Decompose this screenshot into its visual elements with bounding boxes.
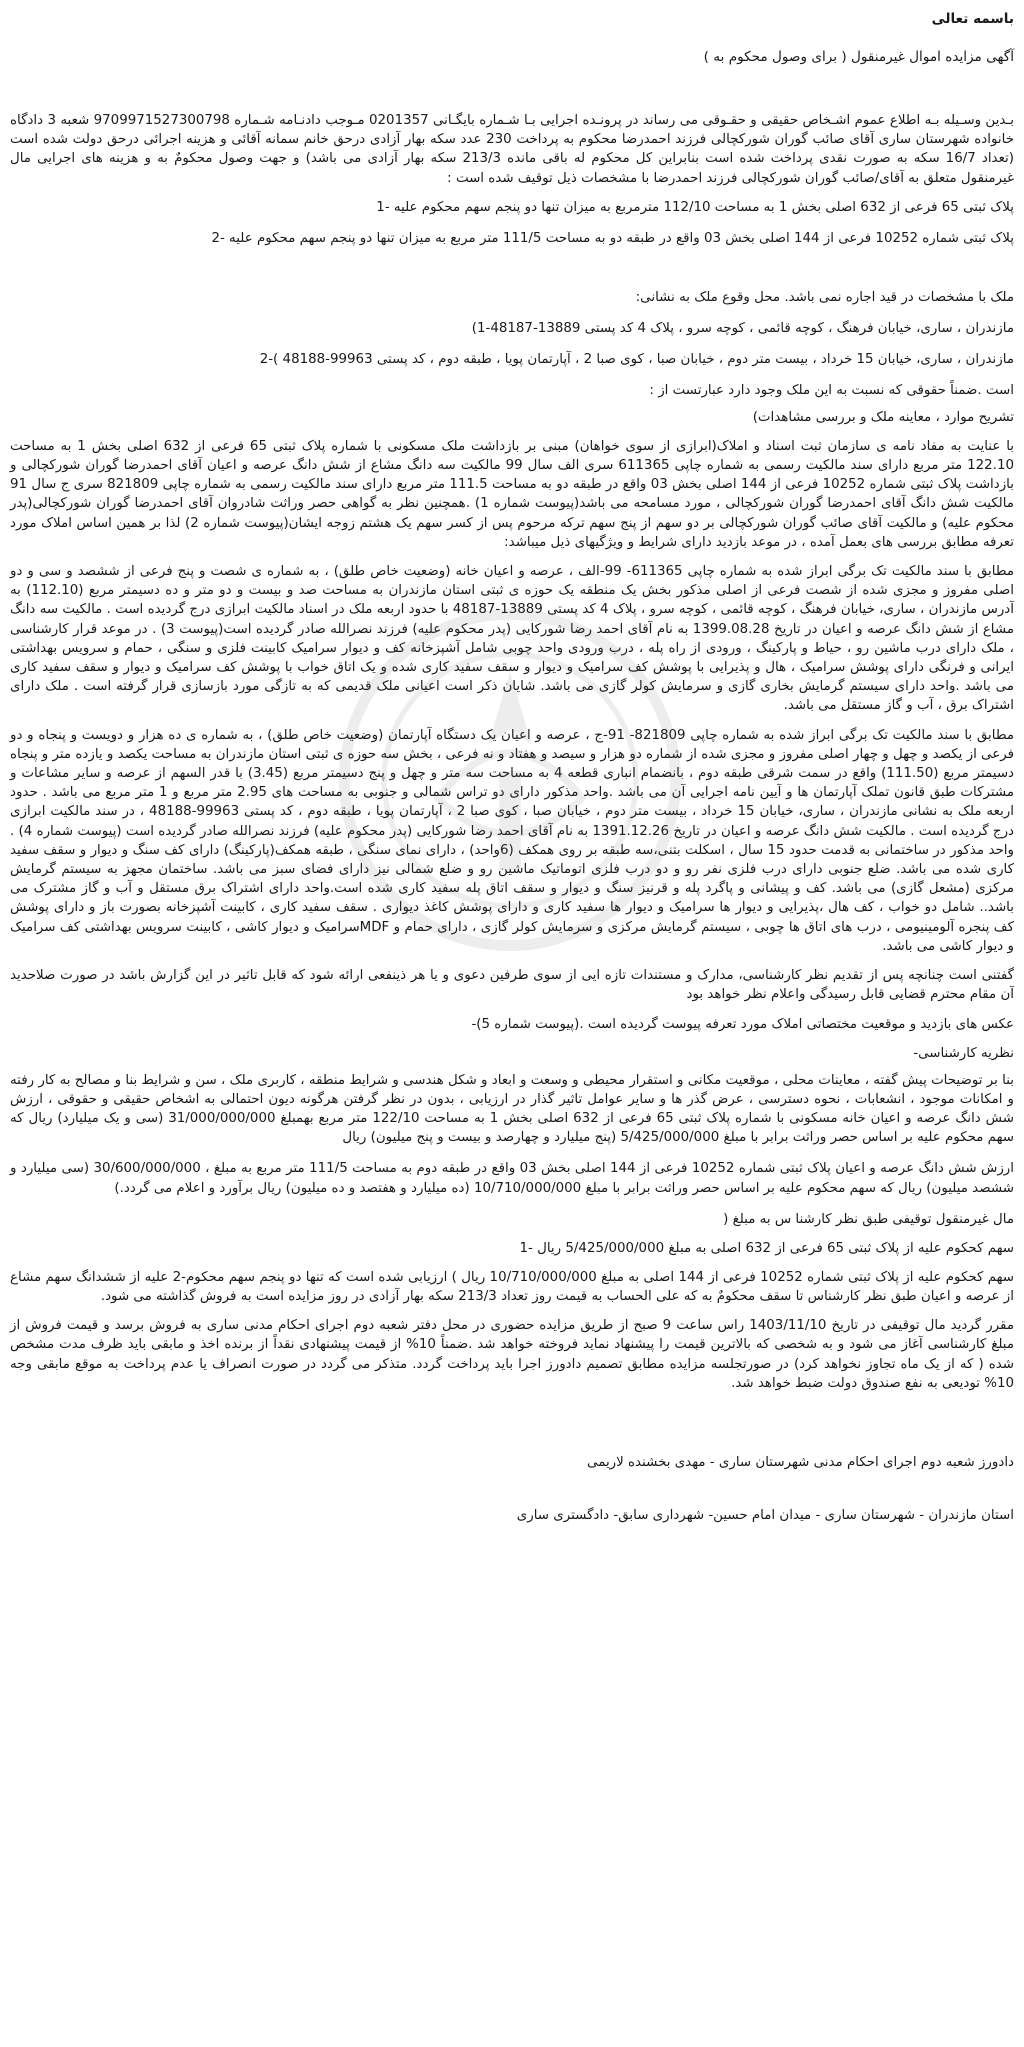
address-2: مازندران ، ساری، خیابان 15 خرداد ، بیست متر دوم ، خیابان صبا ، کوی صبا 2 ، آپارتمان پویا ، طبقه دوم ، کد پستی 99963-48188 )-2	[259, 351, 1014, 367]
seized-value-heading: مال غیرمنقول توقیفی طبق نظر کارشنا س به مبلغ (	[723, 1211, 1014, 1227]
rights-line: است .ضمناً حقوقی که نسبت به این ملک وجود دارد عبارتست از :	[649, 382, 1014, 398]
property-2-description: مطابق با سند مالکیت تک برگی ابراز شده به شماره چاپی 821809- 91-ج ، عرصه و اعیان یک دستگاه آپارتمان (وضعیت خاص طلق) ، به شماره ی ده هزار و دویست و پنجاه و دو فرعی از یکصد و چهل و چهار اصلی مفروز و مجزی شده از شماره دو هزار و سیصد و هفتاد و نه فرعی ، بخش سه حوزه ی ثبتی استان مازندران به مساحت یکصد و یازده متر و پنجاه دسیمتر مربع (111.50) واقع در سمت شرقی طبقه دوم ، بانضمام انباری قطعه 4 به مساحت سه متر و چهل و پنج دسیمتر مربع (3.45) با قدر السهم از عرصه و سایر مشاعات و مشترکات طبق قانون تملک آپارتمان ها و آیین نامه اجرایی آن می باشد .واحد مذکور دارای دو تراس شمالی و جنوبی به مساحت های 2.95 متر مربع و 1 متر مربع می باشد . حدود اربعه ملک به نشانی مازندران ، ساری، خیابان 15 خرداد ، بیست متر دوم ، خیابان صبا ، کوی صبا 2 ، آپارتمان پویا ، طبقه دوم ، کد پستی 99963-48188 ، در سند مالکیت ابرازی درج گردیده است . مالکیت شش دانگ عرصه و اعیان در تاریخ 1391.12.26 به نام آقای احمد رضا شورکایی (پدر محکوم علیه) فرزند نصرالله صادر گردیده است (پیوست شماره 4) . واحد مذکور در ساختمانی به قدمت حدود 15 سال ، اسکلت بتنی،سه طبقه بر روی همکف (6واحد) ، دارای نمای سنگی ، طبقه همکف(پارکینگ) دارای کف سنگ و دیوار و سقف سفید کاری شده می باشد. ضلع جنوبی دارای درب فلزی نفر رو و دو درب فلزی اتوماتیک ماشین رو و ضلع شمالی نیز دارای فضای سبز می باشد. ساختمان مجهز به سیستم گرمایش مرکزی (مشعل گازی) می باشد. کف و پیشانی و پاگرد پله و قرنیز سنگ و دیوار و سقف اتاق پله سفید کاری شده است.واحد دارای اشتراک برق مستقل و آب و گاز مشترک می باشد.. شامل دو خواب ، کف هال ،پذیرایی و دیوار ها سرامیک و دیوار ها سفید کاری و دارای پوشش کاغذ دیواری . سقف سفید کاری ، کابینت آشپزخانه بصورت باز و دارای پوشش کف پنجره آلومینیومی ، درب های اتاق ها چوبی ، سیستم گرمایش مرکزی و سرمایش کولر گازی ، دارای حمام و MDFسرامیک و دیوار کاشی ، کابینت سرویس بهداشتی کف سرامیک و دیوار کاشی می باشد.	[10, 727, 1015, 954]
seized-value-1: سهم کحکوم علیه از پلاک ثبتی 65 فرعی از 632 اصلی به مبلغ 5/425/000/000 ریال -1	[519, 1240, 1014, 1256]
inspection-heading: تشریح موارد ، معاینه ملک و بررسی مشاهدات)	[752, 409, 1014, 425]
notice-title: آگهی مزایده اموال غیرمنقول ( برای وصول محکوم به )	[703, 49, 1014, 65]
report-note-paragraph: گفتنی است چنانچه پس از تقدیم نظر کارشناسی، مدارک و مستندات تازه ایی از سوی طرفین دعوی و یا هر ذینفعی ارائه شود که قابل تاثیر در این گزارش باشد در صورت صلاحدید آن مقام محترم قضایی قابل رسیدگی واعلام نظر خواهد بود	[10, 968, 1014, 1003]
photos-attachment-line: عکس های بازدید و موقعیت مختصاتی املاک مورد تعرفه پیوست گردیده است .(پیوست شماره 5)-	[471, 1016, 1014, 1032]
basmala: باسمه تعالی	[931, 11, 1014, 27]
signature-line: دادورز شعبه دوم اجرای احکام مدنی شهرستان ساری - مهدی بخشنده لاریمی	[587, 1454, 1014, 1470]
footer-address: استان مازندران - شهرستان ساری - میدان امام حسین- شهرداری سابق- دادگستری ساری	[516, 1507, 1014, 1523]
seized-value-2-paragraph: سهم کحکوم علیه از پلاک ثبتی شماره 10252 فرعی از 144 اصلی به مبلغ 10/710/000/000 ریال ) ارزیابی شده است که تنها دو پنجم سهم محکوم-2 علیه از ششدانگ سهم مشاع از عرصه و اعیان طبق نظر کارشناس تا سقف محکومٌ به که علی الحساب به قیمت روز تعداد 213/3 سکه بهار آزادی در روز مزایده است به فروش گذاشته می شود.	[10, 1269, 1015, 1304]
property-2-valuation: ارزش شش دانگ عرصه و اعیان پلاک ثبتی شماره 10252 فرعی از 144 اصلی بخش 03 واقع در طبقه دوم به مساحت 111/5 متر مربع به مبلغ ، 30/600/000/000 (سی میلیارد و ششصد میلیون) ریال که سهم محکوم علیه بر اساس حصر وراثت برابر با مبلغ 10/710/000/000 (ده میلیارد و هفتصد و ده میلیون) ریال برآورد و اعلام می گردد.)	[10, 1161, 1014, 1196]
lease-status-line: ملک با مشخصات در قید اجاره نمی باشد. محل وقوع ملک به نشانی:	[635, 289, 1014, 305]
auction-terms-paragraph: مقرر گردید مال توقیفی در تاریخ 1403/11/10 راس ساعت 9 صبح از طریق مزایده حضوری در محل دفتر شعبه دوم اجرای احکام مدنی ساری به فروش برسد و قیمت فروش از مبلغ کارشناسی آغاز می شود و به شخصی که بالاترین قیمت را پیشنهاد نماید فروخته خواهد شد .ضمناً 10% از قیمت پیشنهادی نقداً از برنده اخذ و مابقی باید ظرف مدت مشخص شده ( که از یک ماه تجاوز نخواهد کرد) در صورتجلسه مزایده مطابق تصمیم دادورز اجرا باید پرداخت گردد. متذکر می گردد در صورت انصراف یا عدم پرداخت به موقع مابقی وجه 10% تودیعی به نفع صندوق دولت ضبط خواهد شد.	[10, 1318, 1014, 1391]
address-1: مازندران ، ساری، خیابان فرهنگ ، کوچه قائمی ، کوچه سرو ، پلاک 4 کد پستی 13889-48187-1)	[471, 320, 1014, 336]
background-paragraph: با عنایت به مفاد نامه ی سازمان ثبت اسناد و املاک(ابرازی از سوی خواهان) مبنی بر بازداشت ملک مسکونی با شماره پلاک ثبتی 65 فرعی از 632 اصلی بخش 1 به مساحت 122.10 متر مربع دارای سند مالکیت رسمی به شماره چاپی 611365 سری الف سال 99 مالکیت سه دانگ مشاع از شش دانگ عرصه و اعیان آقای احمدرضا گوران شورکچالی و بازداشت پلاک ثبتی شماره 10252 فرعی از 144 اصلی بخش 03 واقع در طبقه دو به مساحت 111.5 متر مربع دارای سند مالکیت رسمی به شماره چاپی 821809 سری ج سال 91 مالکیت شش دانگ آقای احمدرضا گوران شورکچالی ، مورد مسامحه می باشد(پیوست شماره 1) .همچنین نظر به گواهی حصر وراثت شادروان آقای احمدرضا گوران شورکچالی(پدر محکوم علیه) و مالکیت آقای صائب گوران شورکچالی بر دو سهم از پنج سهم ترکه مرحوم پس از کسر سهم یک هشتم زوجه ایشان(پیوست شماره 2) لذا بر همین اساس املاک مورد تعرفه مطابق بررسی های بعمل آمده ، در موعد بازدید دارای شرایط و ویژگیهای ذیل میباشد:	[10, 438, 1015, 550]
expert-opinion-heading: نظریه کارشناسی-	[913, 1045, 1014, 1061]
seized-item-1: پلاک ثبتی 65 فرعی از 632 اصلی بخش 1 به مساحت 112/10 مترمربع به میزان تنها دو پنجم سهم محکوم علیه -1	[376, 199, 1014, 215]
seized-item-2: پلاک ثبتی شماره 10252 فرعی از 144 اصلی بخش 03 واقع در طبقه دو به مساحت 111/5 متر مربع به میزان تنها دو پنجم سهم محکوم علیه -2	[211, 230, 1014, 246]
property-1-description: مطابق با سند مالکیت تک برگی ابراز شده به شماره چاپی 611365- 99-الف ، عرصه و اعیان خانه (وضعیت خاص طلق) ، به شماره ی شصت و پنج فرعی از ششصد و سی و دو اصلی مفروز و مجزی شده از شصت فرعی از اصلی مذکور بخش یک منطقه یک حوزه ی ثبتی استان مازندران به مساحت صد و بیست و دو متر و ده دسیمتر مربع (112.10) به آدرس مازندران ، ساری، خیابان فرهنگ ، کوچه قائمی ، کوچه سرو ، پلاک 4 کد پستی 13889-48187 با حدود اربعه ملک در اسناد مالکیت ابرازی درج گردیده است . مالکیت سه دانگ مشاع از شش دانگ عرصه و اعیان در تاریخ 1399.08.28 به نام آقای احمد رضا شورکایی (پدر محکوم علیه) فرزند نصرالله صادر گردیده است(پیوست 3) . در موعد قرار کارشناسی ، ملک دارای درب ماشین رو ، حیاط و پارکینگ ، ورودی از راه پله ، درب ورودی واحد چوبی شامل آشپزخانه کف و دیوار سرامیک کابینت فلزی و سنگی ، حمام و سرویس بهداشتی ایرانی و فرنگی دارای پوشش سرامیک ، هال و پذیرایی با پوشش کف سرامیک و دیوار و سقف سفید کاری شده و یک اتاق خواب با پوشش کف سرامیک و دیوار و سقف سفید کاری می باشد .واحد دارای سیستم گرمایش بخاری گازی و سرمایش کولر گازی می باشد. شایان ذکر است اعیانی ملک قدیمی که به تازگی مورد بازسازی قرار گرفته است . ملک دارای اشتراک برق ، آب و گاز مستقل می باشد.	[10, 564, 1015, 714]
intro-paragraph: بـدین وسـیله بـه اطلاع عموم اشـخاص حقیقی و حقـوقی می رساند در پرونـده اجرایی بـا شـماره بایگـانی 0201357 مـوجب دادنـامه شـماره 9709971527300798 شعبه 3 دادگاه خانواده شهرستان ساری آقای صائب گوران شورکچالی فرزند احمدرضا محکوم به پرداخت 230 عدد سکه بهار آزادی درحق خانم سمانه آقائی و هزینه اجرائی درحق دولت شده است (تعداد 16/7 سکه به صورت نقدی پرداخت شده است بنابراین کل محکوم له باقی مانده 213/3 سکه بهار آزادی می باشد) و جهت وصول محکومٌ به و هزینه های اجرایی مال غیرمنقول متعلق به آقای/صائب گوران شورکچالی فرزند احمدرضا با مشخصات ذیل توقیف شده است :	[10, 113, 1015, 186]
expert-opinion-paragraph: بنا بر توضیحات پیش گفته ، معاینات محلی ، موقعیت مکانی و استقرار محیطی و وسعت و ابعاد و شکل هندسی و شرایط منطقه ، کاربری ملک ، سن و شرایط بنا و مصالح به کار رفته و امکانات موجود ، انشعابات ، نحوه دسترسی ، عرض گذر ها و سایر عوامل تاثیر گذار در ارزیابی ، بدون در نظر گرفتن هرگونه دیون احتمالی به اشخاص حقیقی و حقوقی ، ارزش شش دانگ عرصه و اعیان خانه مسکونی با شماره پلاک ثبتی 65 فرعی از 632 اصلی بخش 1 به مساحت 122/10 متر مربع بهمبلغ 31/000/000/000 (سی و یک میلیارد) ریال که سهم محکوم علیه بر اساس حصر وراثت برابر با مبلغ 5/425/000/000 (پنج میلیارد و چهارصد و بیست و پنج میلیون) ریال	[10, 1072, 1014, 1146]
